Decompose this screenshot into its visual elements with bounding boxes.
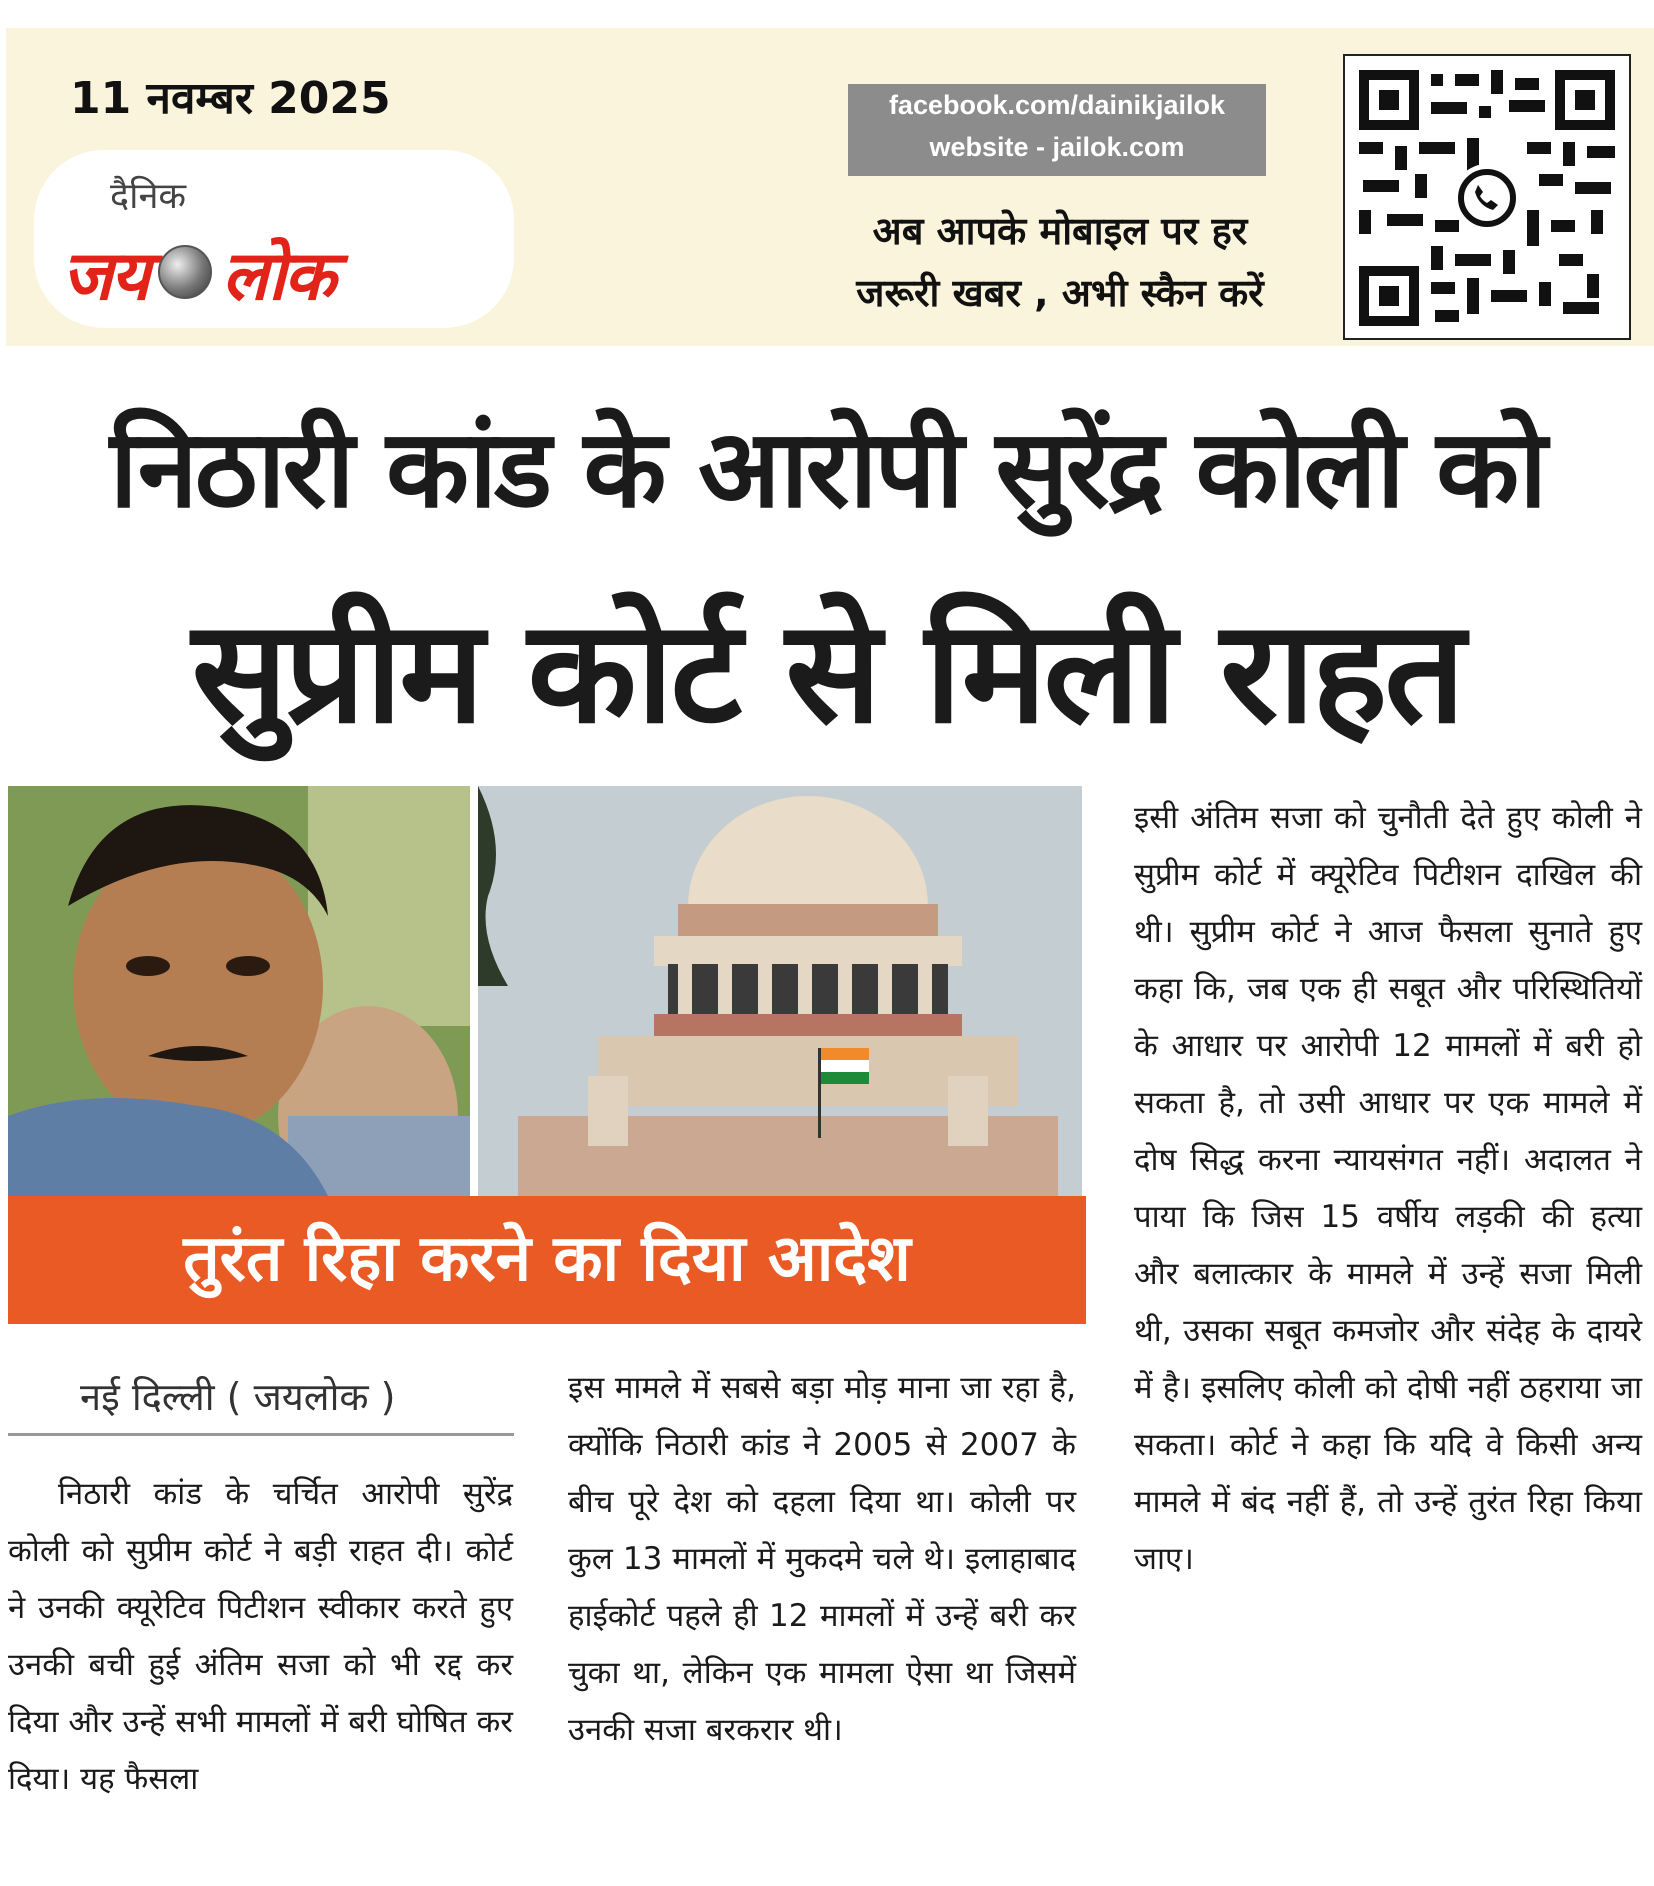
facebook-link[interactable]: facebook.com/dainikjailok [888,90,1226,120]
divider [8,1433,514,1436]
building-icon [478,786,1082,1196]
mobile-promo-line-2: जरूरी खबर , अभी स्कैन करें [856,271,1264,315]
article-column-3: इसी अंतिम सजा को चुनौती देते हुए कोली ने सुप्रीम कोर्ट में क्यूरेटिव पिटीशन दाखिल की थी। सुप्रीम कोर्ट ने आज फैसला सुनाते हुए कहा कि, जब एक ही सबूत और परिस्थितियों के आधार पर आरोपी 12 मामलों में बरी हो सकता है, तो उसी आधार पर एक मामले में दोष सिद्ध करना न्यायसंगत नहीं। अदालत ने पाया कि जिस 15 वर्षीय लड़की की हत्या और बलात्कार के मामले में उन्हें सजा मिली थी, उसका सबूत कमजोर और संदेह के दायरे में है। इसलिए कोली को दोषी नहीं ठहराया जा सकता। कोर्ट ने कहा कि यदि वे किसी अन्य मामले में बंद नहीं हैं, तो उन्हें तुरंत रिहा किया जाए। [1134,800,1642,1577]
globe-icon [158,245,212,299]
logo-word-right: लोक [221,236,334,316]
supreme-court-photo [478,786,1082,1196]
logo-word-left: जय [62,236,148,316]
qr-code[interactable] [1343,54,1631,340]
person-portrait-icon [8,786,470,1196]
subheadline-banner: तुरंत रिहा करने का दिया आदेश [8,1196,1086,1324]
newspaper-logo [62,232,334,316]
article-column-1: निठारी कांड के चर्चित आरोपी सुरेंद्र कोली को सुप्रीम कोर्ट ने बड़ी राहत दी। कोर्ट ने उनकी क्यूरेटिव पिटीशन स्वीकार करते हुए उनकी बची हुई अंतिम सजा को भी रद्द कर दिया और उन्हें सभी मामलों में बरी घोषित कर दिया। यह फैसला [8,1476,513,1797]
website-link[interactable]: website - jailok.com [929,132,1185,162]
article-column-2: इस मामले में सबसे बड़ा मोड़ माना जा रहा है, क्योंकि निठारी कांड ने 2005 से 2007 के बीच पूरे देश को दहला दिया था। कोली पर कुल 13 मामलों में मुकदमे चले थे। इलाहाबाद हाईकोर्ट पहले ही 12 मामलों में उन्हें बरी कर चुका था, लेकिन एक मामला ऐसा था जिसमें उनकी सजा बरकरार थी। [568,1370,1076,1748]
dateline: नई दिल्ली ( जयलोक ) [80,1375,396,1419]
issue-date: 11 नवम्बर 2025 [70,73,391,124]
headline-line-2: सुप्रीम कोर्ट से मिली राहत [191,590,1463,755]
social-links-box [848,84,1266,176]
headline-line-1: निठारी कांड के आरोपी सुरेंद्र कोली को [109,407,1545,532]
mobile-promo-line-1: अब आपके मोबाइल पर हर [872,209,1248,253]
accused-photo [8,786,470,1196]
logo-prefix: दैनिक [110,176,187,217]
qr-pattern-icon [1359,70,1615,326]
